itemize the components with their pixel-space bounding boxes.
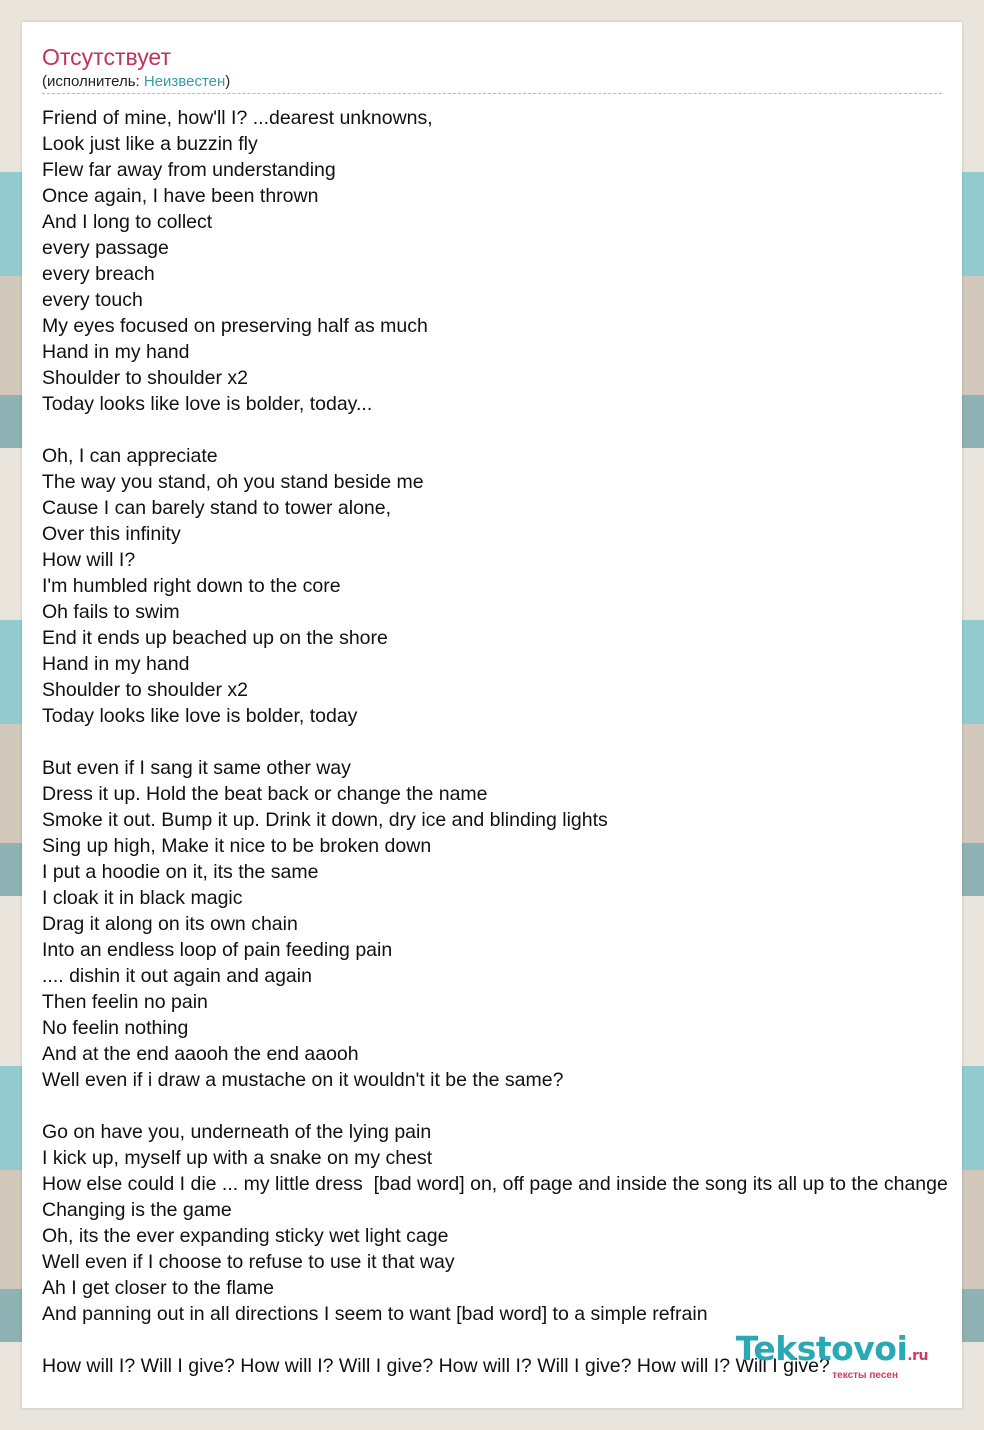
logo-wordmark — [735, 1329, 928, 1373]
logo-tld: .ru — [907, 1348, 928, 1364]
site-logo[interactable] — [735, 1329, 928, 1382]
logo-main-text: Tekstovoi — [735, 1329, 908, 1368]
artist-line — [42, 73, 230, 91]
lyrics-text: Friend of mine, how'll I? ...dearest unknowns, Look just like a buzzin fly Flew far away from understanding Once again, I have been thrown And I long to collect every passage every breach every touch My eyes focused on preserving half as much Hand in my hand Shoulder to shoulder x2 Today looks like love is bolder, today... Oh, I can appreciate The way you stand, oh you stand beside me Cause I can barely stand to tower alone, Over this infinity How will I? I'm humbled right down to the core Oh fails to swim End it ends up beached up on the shore Hand in my hand Shoulder to shoulder x2 Today looks like love is bolder, today But even if I sang it same other way Dress it up. Hold the beat back or change the name Smoke it out. Bump it up. Drink it down, dry ice and blinding lights Sing up high, Make it nice to be broken down I put a hoodie on it, its the same I cloak it in black magic Drag it along on its own chain Into an endless loop of pain feeding pain .... dishin it out again and again Then feelin no pain No feelin nothing And at the end aaooh the end aaooh Well even if i draw a mustache on it wouldn't it be the same? Go on have you, underneath of the lying pain I kick up, myself up with a snake on my chest How else could I die ... my little dress [bad word] on, off page and inside the song its all up to the change Changing is the game Oh, its the ever expanding sticky wet light cage Well even if I choose to refuse to use it that way Ah I get closer to the flame And panning out in all directions I seem to want [bad word] to a simple refrain How will I? Will I give? How will I? Will I give? How will I? Will I give? How will I? Will I give? — [42, 107, 948, 1377]
song-title: Отсутствует — [42, 44, 171, 70]
logo-tagline: тексты песен — [832, 1370, 898, 1381]
lyrics-card — [22, 22, 962, 1408]
header-divider — [42, 93, 942, 94]
artist-suffix: ) — [225, 73, 231, 90]
artist-prefix: (исполнитель: — [42, 73, 144, 90]
artist-link[interactable]: Неизвестен — [143, 73, 226, 90]
